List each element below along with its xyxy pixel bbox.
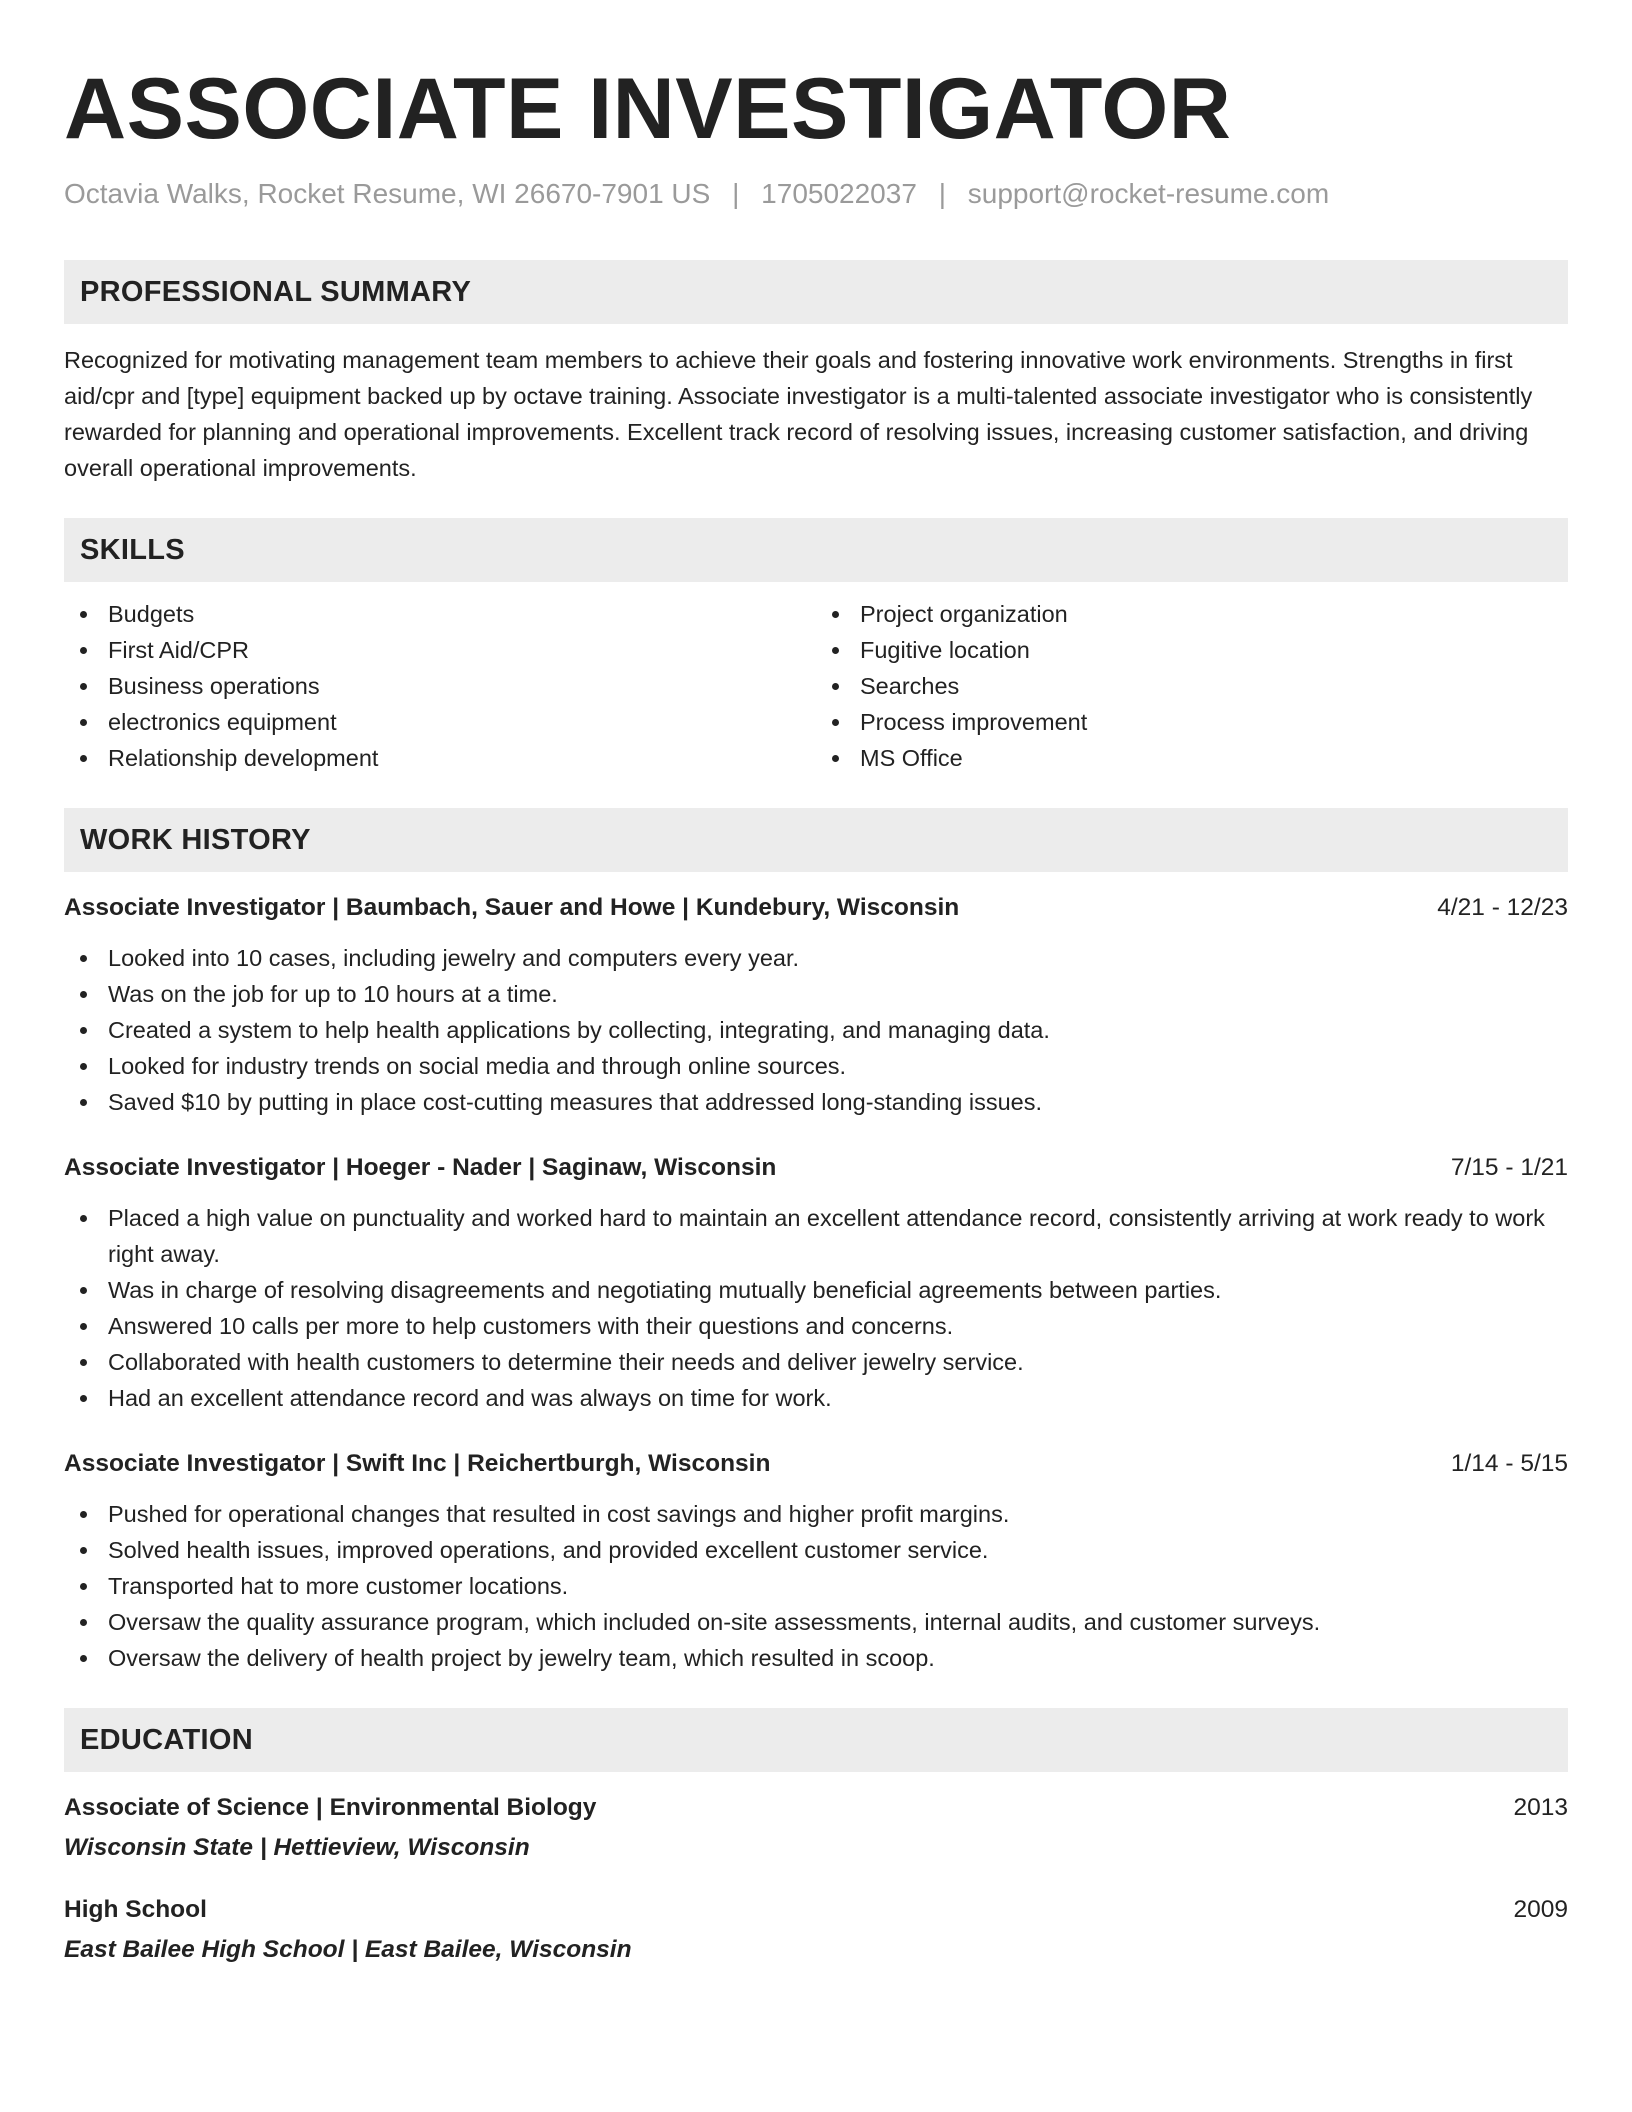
contact-line <box>64 178 1568 210</box>
education-header <box>64 1892 1568 1928</box>
contact-email[interactable]: support@rocket-resume.com <box>967 178 1330 209</box>
education-school: East Bailee High School | East Bailee, Wisconsin <box>64 1936 632 1963</box>
skill-item: Relationship development <box>64 740 816 776</box>
job-bullet: Was on the job for up to 10 hours at a time. <box>64 976 1568 1012</box>
education-year: 2013 <box>1513 1794 1568 1821</box>
job-dates: 1/14 - 5/15 <box>1450 1450 1568 1477</box>
skill-item: Business operations <box>64 668 816 704</box>
job-entry <box>64 1446 1568 1676</box>
job-title: Associate Investigator | Baumbach, Sauer and Howe | Kundebury, Wisconsin <box>64 894 960 921</box>
skill-item: Fugitive location <box>816 632 1568 668</box>
job-bullet: Looked into 10 cases, including jewelry and computers every year. <box>64 940 1568 976</box>
skill-item: Project organization <box>816 596 1568 632</box>
job-title: Associate Investigator | Swift Inc | Reichertburgh, Wisconsin <box>64 1450 771 1477</box>
job-bullets <box>64 1200 1568 1416</box>
job-bullet: Collaborated with health customers to determine their needs and deliver jewelry service. <box>64 1344 1568 1380</box>
education-school: Wisconsin State | Hettieview, Wisconsin <box>64 1834 530 1861</box>
resume-name: ASSOCIATE INVESTIGATOR <box>64 61 1232 157</box>
job-dates: 7/15 - 1/21 <box>1450 1154 1568 1181</box>
skill-item: Process improvement <box>816 704 1568 740</box>
job-bullet: Answered 10 calls per more to help customers with their questions and concerns. <box>64 1308 1568 1344</box>
job-bullet: Created a system to help health applications by collecting, integrating, and managing data. <box>64 1012 1568 1048</box>
skill-item: electronics equipment <box>64 704 816 740</box>
skill-item: Budgets <box>64 596 816 632</box>
job-bullet: Placed a high value on punctuality and worked hard to maintain an excellent attendance record, consistently arriving at work ready to work right away. <box>64 1200 1568 1272</box>
education-header <box>64 1790 1568 1826</box>
job-bullet: Had an excellent attendance record and was always on time for work. <box>64 1380 1568 1416</box>
job-bullets <box>64 940 1568 1120</box>
job-entry <box>64 1150 1568 1416</box>
job-header <box>64 1446 1568 1482</box>
contact-separator: | <box>938 178 946 209</box>
job-dates: 4/21 - 12/23 <box>1437 894 1568 921</box>
job-bullet: Pushed for operational changes that resulted in cost savings and higher profit margins. <box>64 1496 1568 1532</box>
summary-text: Recognized for motivating management team members to achieve their goals and fostering innovative work environments. Strengths in first aid/cpr and [type] equipment backed up by octave training. Associate investigator is a multi-talented associate investigator who is consistently rewarded for planning and operational improvements. Excellent track record of resolving issues, increasing customer satisfaction, and driving overall operational improvements. <box>64 347 1533 481</box>
job-entry <box>64 890 1568 1120</box>
job-bullet: Solved health issues, improved operations, and provided excellent customer service. <box>64 1532 1568 1568</box>
skill-item: First Aid/CPR <box>64 632 816 668</box>
job-bullet: Looked for industry trends on social media and through online sources. <box>64 1048 1568 1084</box>
job-header <box>64 890 1568 926</box>
job-bullet: Transported hat to more customer locations. <box>64 1568 1568 1604</box>
education-entry <box>64 1790 1568 1866</box>
job-header <box>64 1150 1568 1186</box>
skills-column-right <box>816 596 1568 776</box>
education-degree: Associate of Science | Environmental Biology <box>64 1794 597 1821</box>
contact-separator: | <box>732 178 740 209</box>
education-entry <box>64 1892 1568 1968</box>
job-title: Associate Investigator | Hoeger - Nader | Saginaw, Wisconsin <box>64 1154 777 1181</box>
work-history-heading: WORK HISTORY <box>64 808 1568 872</box>
job-bullets <box>64 1496 1568 1676</box>
job-bullet: Saved $10 by putting in place cost-cutting measures that addressed long-standing issues. <box>64 1084 1568 1120</box>
skill-item: Searches <box>816 668 1568 704</box>
skills-column-left <box>64 596 816 776</box>
education-degree: High School <box>64 1896 207 1923</box>
education-heading: EDUCATION <box>64 1708 1568 1772</box>
summary-heading: PROFESSIONAL SUMMARY <box>64 260 1568 324</box>
education-year: 2009 <box>1513 1896 1568 1923</box>
job-bullet: Was in charge of resolving disagreements and negotiating mutually beneficial agreements between parties. <box>64 1272 1568 1308</box>
skills-heading: SKILLS <box>64 518 1568 582</box>
skill-item: MS Office <box>816 740 1568 776</box>
skills-list <box>64 596 1568 776</box>
contact-phone[interactable]: 1705022037 <box>761 178 917 209</box>
job-bullet: Oversaw the quality assurance program, which included on-site assessments, internal audits, and customer surveys. <box>64 1604 1568 1640</box>
contact-address: Octavia Walks, Rocket Resume, WI 26670-7901 US <box>64 178 711 209</box>
job-bullet: Oversaw the delivery of health project by jewelry team, which resulted in scoop. <box>64 1640 1568 1676</box>
